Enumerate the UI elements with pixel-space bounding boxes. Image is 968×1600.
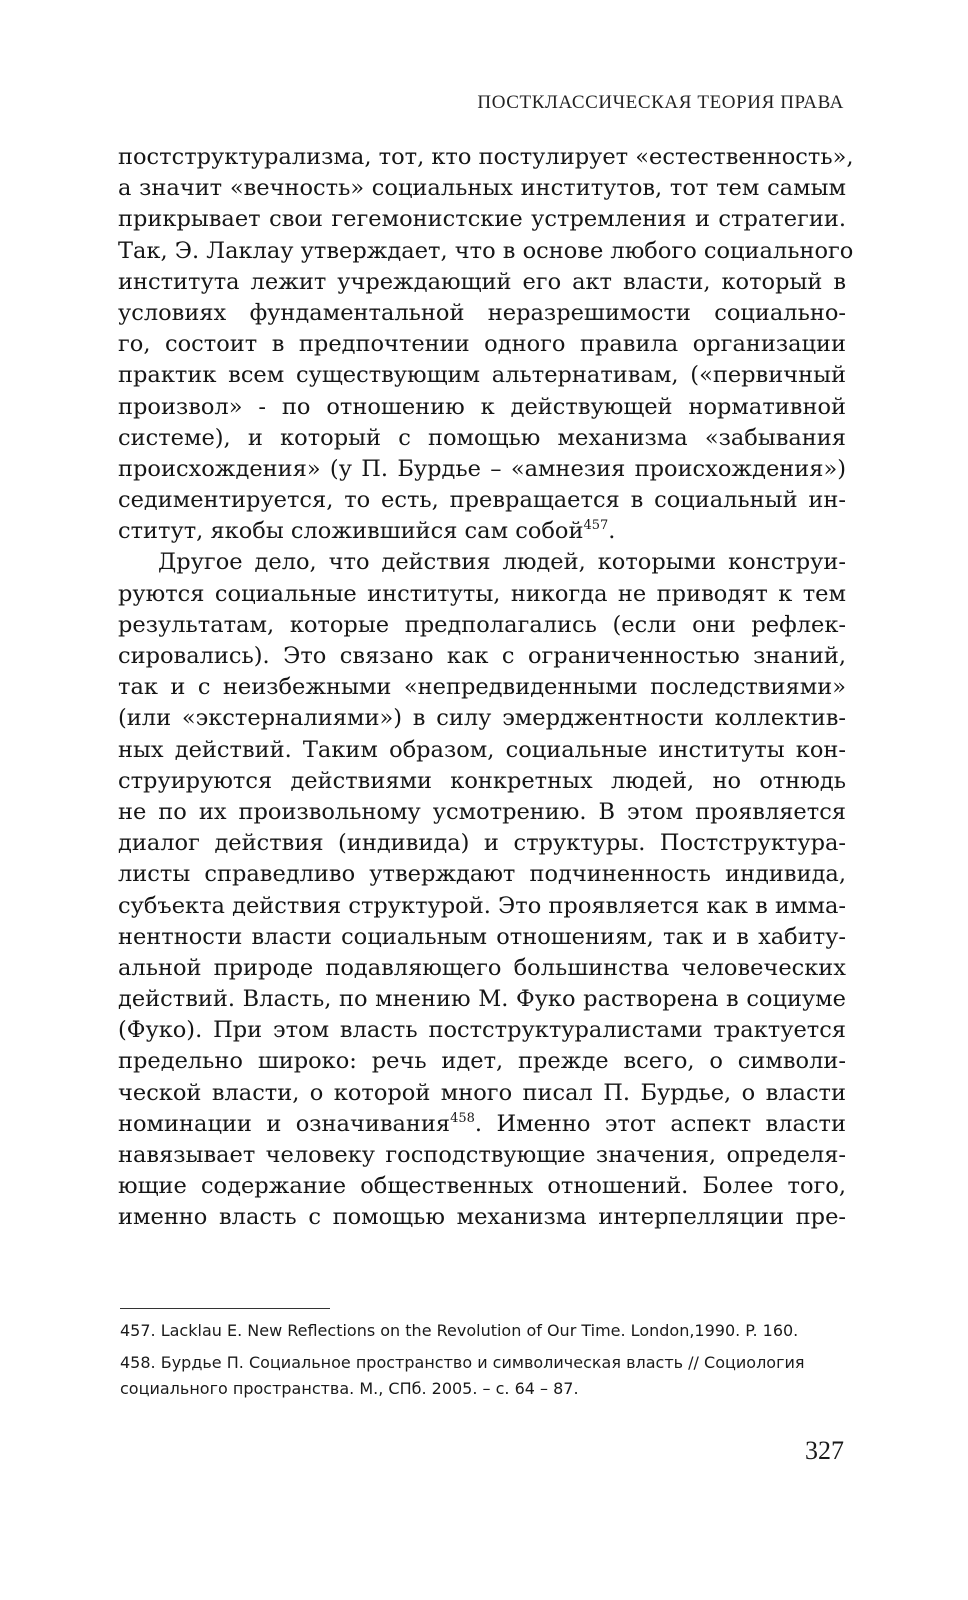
text-line: листы справедливо утверждают подчиненность индивида,: [118, 861, 846, 888]
text-fragment: номинации и означивания: [118, 1110, 451, 1137]
text-line: [118, 516, 846, 547]
paragraph-2: [118, 547, 846, 1233]
footnote-457: 457. Lacklau E. New Reflections on the Revolution of Our Time. London,1990. P. 160.: [120, 1321, 799, 1340]
text-line: произвол» - по отношению к действующей нормативной: [118, 393, 846, 420]
text-line: а значит «вечность» социальных институтов, тот тем самым: [118, 175, 846, 202]
text-line: сировались). Это связано как с ограниченностью знаний,: [118, 643, 846, 669]
text-line: результатам, которые предполагались (если они рефлек-: [118, 611, 846, 638]
text-line: диалог действия (индивида) и структуры. Постструктура-: [118, 830, 846, 857]
text-line: условиях фундаментальной неразрешимости социально-: [118, 299, 846, 326]
text-line: ных действий. Таким образом, социальные институты кон-: [118, 736, 846, 763]
footnote-reference: 458: [450, 1110, 475, 1126]
text-line: [118, 1109, 846, 1140]
footnote-458: 458. Бурдье П. Социальное пространство и символическая власть // Социология социального пространства. М., СПб. 2005. – с. 64 – 87.: [120, 1353, 805, 1398]
text-line: предельно широко: речь идет, прежде всего, о символи-: [118, 1048, 846, 1075]
text-line: субъекта действия структурой. Это проявляется как в имма-: [118, 892, 846, 919]
page-number: 327: [805, 1436, 844, 1465]
text-line: системе), и который с помощью механизма «забывания: [118, 424, 846, 451]
text-line: руются социальные институты, никогда не приводят к тем: [118, 580, 846, 607]
text-line: именно власть с помощью механизма интерпелляции пре-: [118, 1204, 846, 1231]
footnote-reference: 457: [583, 518, 609, 534]
text-line: альной природе подавляющего большинства человеческих: [118, 954, 846, 981]
running-title: ПОСТКЛАССИЧЕСКАЯ ТЕОРИЯ ПРАВА: [477, 92, 844, 113]
text-line: (или «экстерналиями») в силу эмерджентности коллектив-: [118, 705, 846, 732]
text-line: седиментируется, то есть, превращается в социальный ин-: [118, 487, 846, 514]
text-line: практик всем существующим альтернативам, («первичный: [118, 362, 846, 389]
text-fragment: . Именно этот аспект власти: [474, 1110, 846, 1137]
footnotes: [120, 1318, 848, 1408]
text-line: так и с неизбежными «непредвиденными последствиями»: [118, 674, 846, 701]
footnote-divider: [120, 1308, 330, 1309]
text-line: происхождения» (у П. Бурдье – «амнезия происхождения»): [118, 455, 846, 482]
text-fragment: ститут, якобы сложившийся сам собой: [118, 518, 584, 545]
text-line: прикрывает свои гегемонистские устремления и стратегии.: [118, 206, 846, 233]
text-line: института лежит учреждающий его акт власти, который в: [118, 268, 846, 295]
text-line: струируются действиями конкретных людей, но отнюдь: [118, 767, 846, 794]
text-line: постструктурализма, тот, кто постулирует «естественность»,: [118, 144, 854, 170]
text-line: ческой власти, о которой много писал П. Бурдье, о власти: [118, 1079, 846, 1106]
text-line: не по их произвольному усмотрению. В этом проявляется: [118, 798, 846, 825]
paragraph-1: [118, 142, 854, 547]
text-line: (Фуко). При этом власть постструктуралистами трактуется: [118, 1017, 846, 1044]
text-line: действий. Власть, по мнению М. Фуко растворена в социуме: [118, 986, 846, 1013]
main-text: [118, 142, 854, 1234]
text-line: го, состоит в предпочтении одного правила организации: [118, 331, 846, 358]
text-line: Так, Э. Лаклау утверждает, что в основе любого социального: [118, 237, 854, 264]
text-line: Другое дело, что действия людей, которыми конструи-: [158, 549, 846, 576]
text-fragment: .: [608, 518, 616, 545]
text-line: ющие содержание общественных отношений. Более того,: [118, 1173, 846, 1200]
text-line: нентности власти социальным отношениям, так и в хабиту-: [118, 923, 846, 950]
text-line: навязывает человеку господствующие значения, определя-: [118, 1142, 846, 1168]
